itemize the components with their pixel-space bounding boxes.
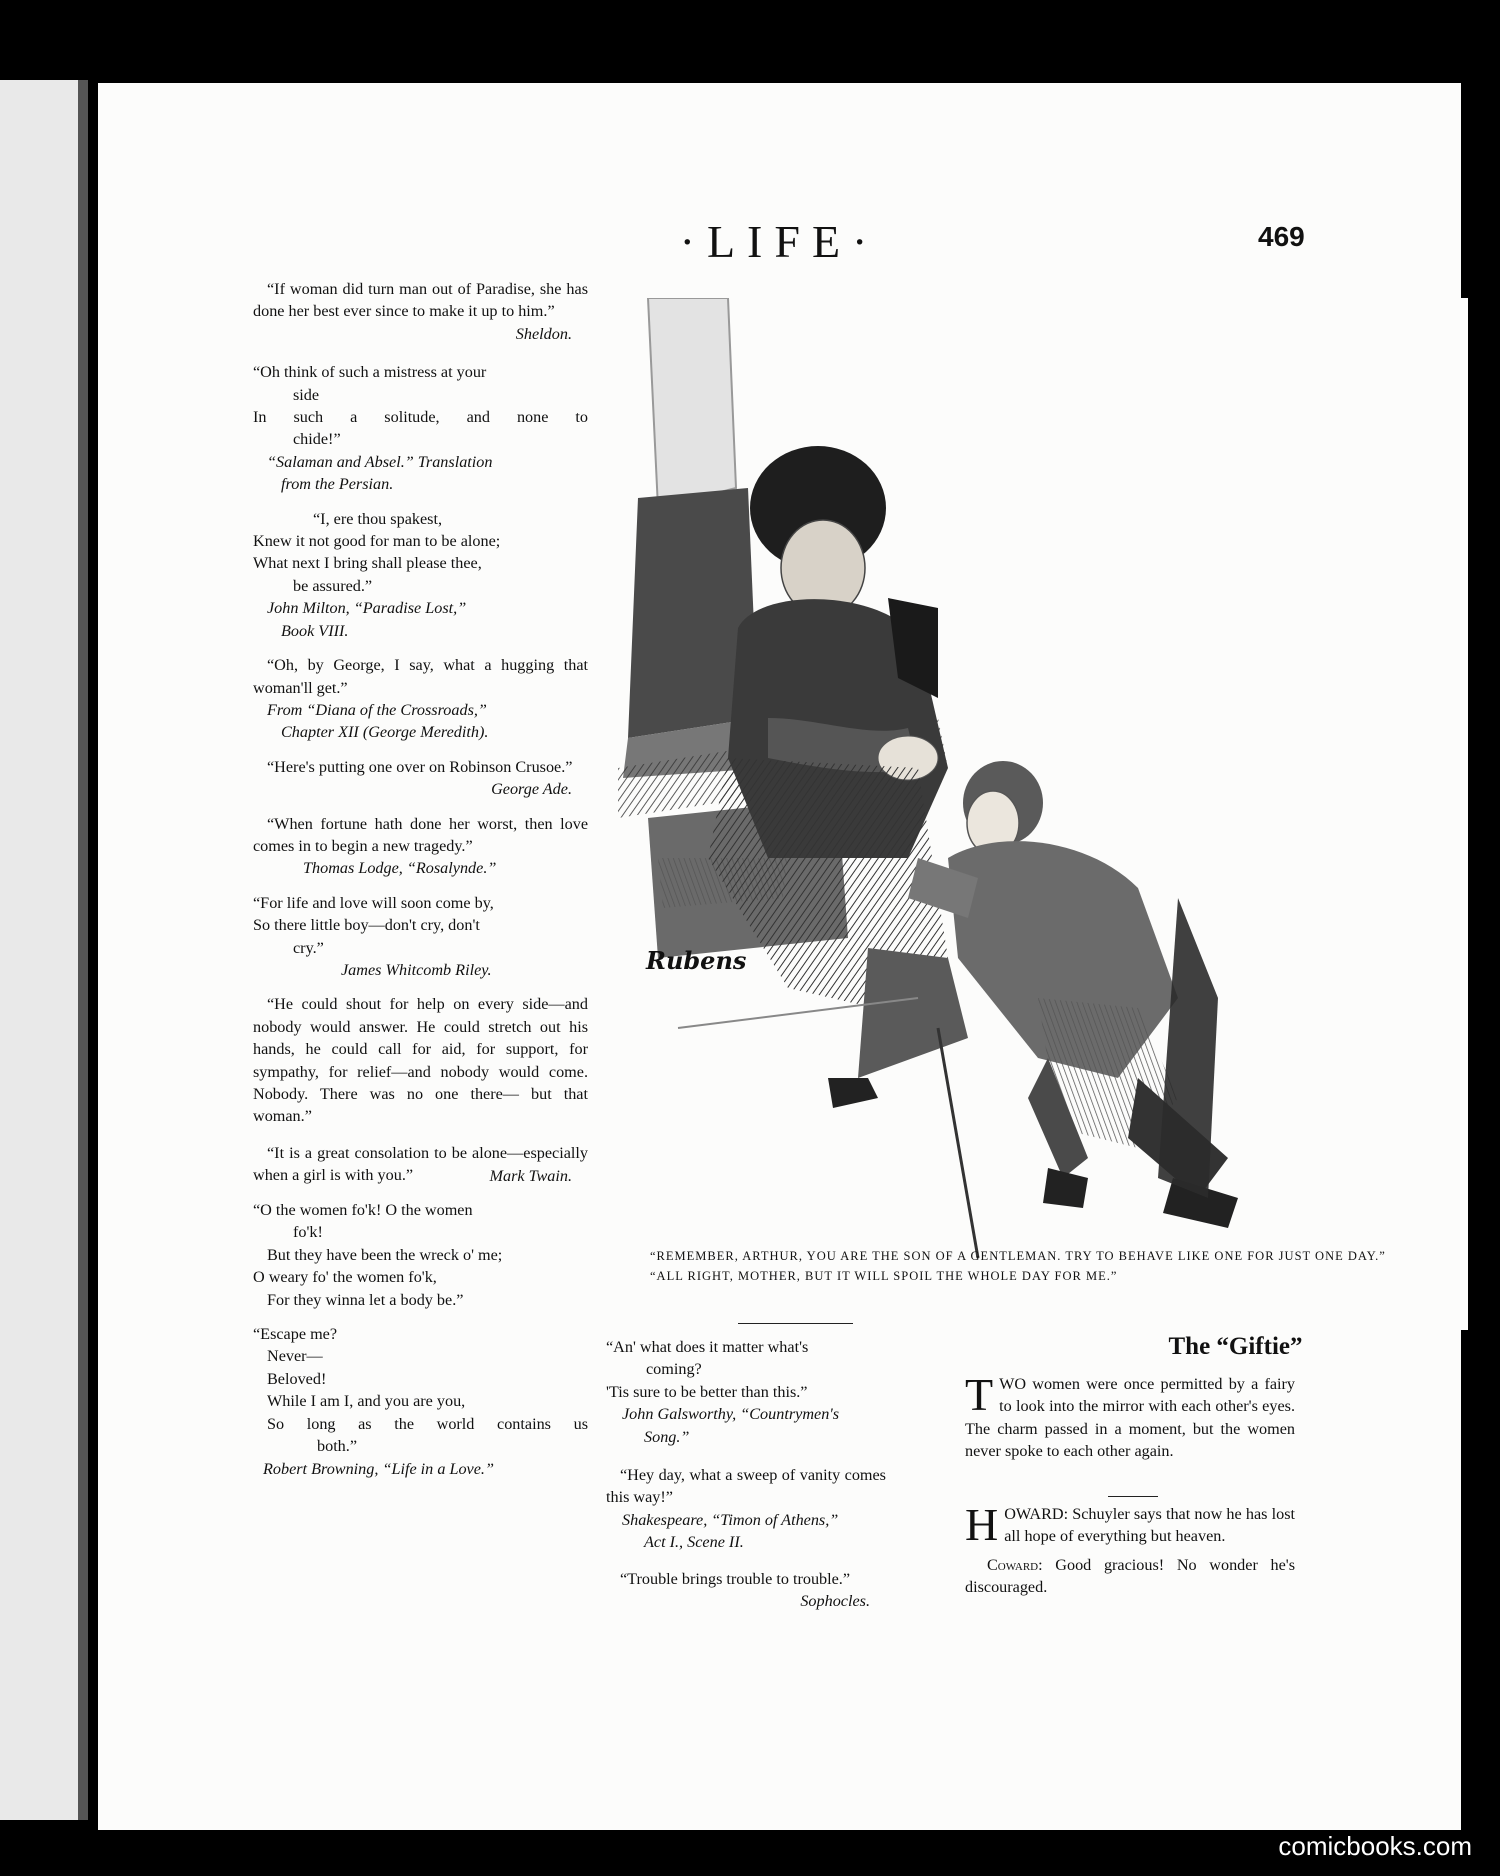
quote-salaman: “Oh think of such a mistress at your side In such a solitude, and none to chide!” “Salaman and Absel.” Translation from the Persian. [253, 363, 588, 494]
quote-lodge: “When fortune hath done her worst, then love comes in to begin a new tragedy.” Thomas Lodge, “Rosalynde.” [253, 814, 588, 878]
giftie-title: The “Giftie” [1168, 1333, 1303, 1360]
left-column [253, 278, 588, 1492]
artist-signature: Rubens [646, 946, 747, 975]
quote-sophocles: “Trouble brings trouble to trouble.” Sophocles. [620, 1569, 870, 1611]
dropcap-h: H [965, 1499, 999, 1550]
dropcap-t: T [965, 1369, 994, 1420]
quote-sheldon: “If woman did turn man out of Paradise, she has done her best ever since to make it up to him.” Sheldon. [253, 280, 588, 343]
mother-and-son-illustration [618, 298, 1468, 1330]
quote-folk: “O the women fo'k! O the women fo'k! But they have been the wreck o' me; O weary fo' the women fo'k, For they winna let a body be.” [253, 1201, 503, 1309]
quote-meredith: “Oh, by George, I say, what a hugging that woman'll get.” From “Diana of the Crossroads,” Chapter XII (George Meredith). [253, 656, 588, 742]
giftie-divider [1108, 1496, 1158, 1497]
quote-shakespeare: “Hey day, what a sweep of vanity comes this way!” Shakespeare, “Timon of Athens,” Act I., Scene II. [606, 1466, 886, 1552]
masthead: ·LIFE· [679, 216, 880, 267]
watermark: comicbooks.com [1278, 1831, 1472, 1861]
page-number: 469 [1258, 221, 1305, 252]
illustration-caption: “REMEMBER, ARTHUR, YOU ARE THE SON OF A GENTLEMAN. TRY TO BEHAVE LIKE ONE FOR JUST ONE DAY.” “ALL RIGHT, MOTHER, BUT IT WILL SPOIL THE WHOLE DAY FOR ME.” [650, 1249, 1386, 1283]
facing-page-edge [0, 80, 88, 1820]
quote-ade: “Here's putting one over on Robinson Crusoe.” George Ade. [267, 757, 573, 799]
quote-browning: “Escape me? Never— Beloved! While I am I, and you are you, So long as the world contains us both.” Robert Browning, “Life in a Love.” [253, 1325, 588, 1478]
magazine-page [98, 83, 1461, 1830]
quote-twain: “It is a great consolation to be alone—especially when a girl is with you.” Mark Twain. [253, 1143, 588, 1185]
quote-riley: “For life and love will soon come by, So there little boy—don't cry, don't cry.” James Whitcomb Riley. [253, 893, 494, 979]
divider-rule [738, 1323, 853, 1324]
quote-galsworthy: “An' what does it matter what's coming? 'Tis sure to be better than this.” John Galsworthy, “Countrymen's Song.” [606, 1338, 840, 1446]
quote-milton: “I, ere thou spakest, Knew it not good for man to be alone; What next I bring shall please thee, be assured.” John Milton, “Paradise Lost,” Book VIII. [253, 509, 501, 640]
quote-nobody: “He could shout for help on every side—and nobody would answer. He could stretch out his hands, he could call for aid, for support, for sympathy, for relief—and nobody would come. Nobody. There was no one there— but that woman.” [253, 995, 588, 1126]
howard-joke: HOWARD: Schuyler says that now he has lost all hope of everything but heaven. Coward: Good gracious! No wonder he's discouraged. [965, 1499, 1295, 1597]
middle-column [606, 1336, 886, 1624]
giftie-story: TWO women were once permitted by a fairy to look into the mirror with each other's eyes. The charm passed in a moment, but the women never spoke to each other again. [965, 1369, 1295, 1461]
drawing-svg [618, 298, 1468, 1330]
